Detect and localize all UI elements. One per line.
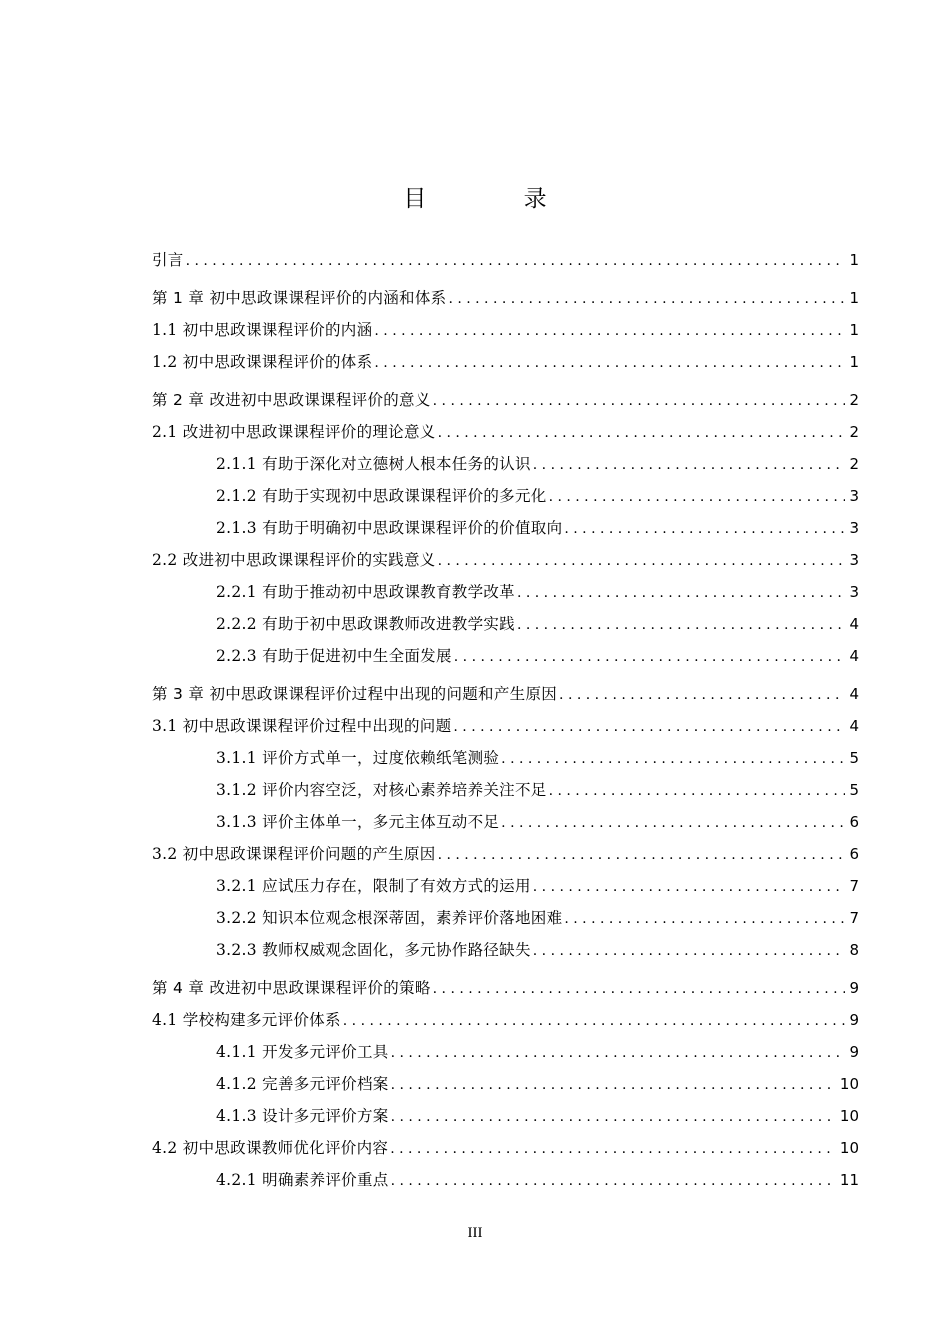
toc-entry-page: 11	[839, 1171, 859, 1189]
toc-entry-page: 4	[849, 685, 859, 703]
toc-entry-page: 7	[849, 877, 859, 895]
dot-leader	[454, 641, 846, 673]
dot-leader	[533, 449, 846, 481]
toc-entry-page: 6	[849, 845, 859, 863]
toc-entry-label: 2.2.2 有助于初中思政课教师改进教学实践	[216, 615, 515, 633]
dot-leader	[448, 283, 845, 315]
toc-entry-page: 3	[849, 551, 859, 569]
toc-entry[interactable]	[152, 870, 859, 902]
toc-entry-label: 2.1.3 有助于明确初中思政课课程评价的价值取向	[216, 519, 563, 537]
toc-entry-label: 第 2 章 改进初中思政课课程评价的意义	[152, 391, 431, 409]
toc-entry[interactable]	[152, 1100, 859, 1132]
toc-title: 目 录	[403, 186, 592, 212]
toc-entry-label: 第 3 章 初中思政课课程评价过程中出现的问题和产生原因	[152, 685, 558, 703]
toc-entry-label: 4.2.1 明确素养评价重点	[216, 1171, 389, 1189]
toc-entry[interactable]	[152, 678, 859, 710]
toc-entry[interactable]	[152, 742, 859, 774]
dot-leader	[438, 545, 846, 577]
toc-entry-page: 9	[849, 1043, 859, 1061]
table-of-contents	[152, 244, 859, 1196]
toc-entry[interactable]	[152, 576, 859, 608]
toc-entry-label: 4.1.2 完善多元评价档案	[216, 1075, 389, 1093]
toc-entry[interactable]	[152, 640, 859, 672]
dot-leader	[433, 385, 846, 417]
toc-entry[interactable]	[152, 1004, 859, 1036]
toc-entry-label: 2.1 改进初中思政课课程评价的理论意义	[152, 423, 436, 441]
toc-entry-page: 9	[849, 979, 859, 997]
dot-leader	[517, 609, 845, 641]
toc-entry-page: 7	[849, 909, 859, 927]
toc-entry-label: 3.2.3 教师权威观念固化，多元协作路径缺失	[216, 941, 531, 959]
toc-entry-page: 9	[849, 1011, 859, 1029]
toc-entry-label: 3.1.2 评价内容空泛，对核心素养培养关注不足	[216, 781, 547, 799]
toc-entry-page: 1	[849, 251, 859, 269]
dot-leader	[564, 513, 845, 545]
toc-entry-label: 2.1.1 有助于深化对立德树人根本任务的认识	[216, 455, 531, 473]
toc-entry[interactable]	[152, 838, 859, 870]
toc-entry-page: 3	[849, 519, 859, 537]
toc-entry-label: 4.1.3 设计多元评价方案	[216, 1107, 389, 1125]
toc-entry-label: 第 1 章 初中思政课课程评价的内涵和体系	[152, 289, 447, 307]
dot-leader	[186, 245, 846, 277]
dot-leader	[374, 315, 845, 347]
toc-entry-page: 2	[849, 423, 859, 441]
toc-entry-page: 4	[849, 647, 859, 665]
toc-entry-label: 3.2.2 知识本位观念根深蒂固，素养评价落地困难	[216, 909, 563, 927]
toc-entry-page: 10	[839, 1075, 859, 1093]
toc-entry-page: 1	[849, 353, 859, 371]
toc-entry-label: 3.2 初中思政课课程评价问题的产生原因	[152, 845, 436, 863]
toc-entry-label: 第 4 章 改进初中思政课课程评价的策略	[152, 979, 431, 997]
dot-leader	[438, 839, 846, 871]
toc-entry-page: 5	[849, 781, 859, 799]
toc-entry-page: 2	[849, 455, 859, 473]
dot-leader	[391, 1037, 846, 1069]
toc-entry[interactable]	[152, 282, 859, 314]
toc-entry-page: 4	[849, 717, 859, 735]
toc-entry-label: 4.1.1 开发多元评价工具	[216, 1043, 389, 1061]
toc-entry[interactable]	[152, 544, 859, 576]
toc-entry-label: 4.1 学校构建多元评价体系	[152, 1011, 341, 1029]
dot-leader	[517, 577, 845, 609]
toc-entry-page: 5	[849, 749, 859, 767]
toc-entry-page: 1	[849, 289, 859, 307]
toc-entry-page: 8	[849, 941, 859, 959]
toc-entry[interactable]	[152, 448, 859, 480]
dot-leader	[501, 807, 845, 839]
toc-entry-page: 6	[849, 813, 859, 831]
toc-entry-page: 3	[849, 487, 859, 505]
dot-leader	[549, 481, 846, 513]
dot-leader	[453, 711, 845, 743]
toc-entry[interactable]	[152, 346, 859, 378]
toc-entry[interactable]	[152, 480, 859, 512]
toc-entry-label: 引言	[152, 251, 184, 269]
dot-leader	[391, 1101, 836, 1133]
dot-leader	[533, 935, 846, 967]
toc-entry-page: 4	[849, 615, 859, 633]
toc-entry[interactable]	[152, 774, 859, 806]
toc-entry[interactable]	[152, 972, 859, 1004]
toc-entry[interactable]	[152, 902, 859, 934]
toc-entry-label: 3.1 初中思政课课程评价过程中出现的问题	[152, 717, 452, 735]
toc-entry[interactable]	[152, 608, 859, 640]
toc-entry[interactable]	[152, 1164, 859, 1196]
toc-entry-label: 2.2.1 有助于推动初中思政课教育教学改革	[216, 583, 515, 601]
dot-leader	[559, 679, 845, 711]
toc-entry[interactable]	[152, 314, 859, 346]
toc-entry-page: 10	[839, 1107, 859, 1125]
toc-entry[interactable]	[152, 416, 859, 448]
toc-entry[interactable]	[152, 806, 859, 838]
toc-entry-label: 1.1 初中思政课课程评价的内涵	[152, 321, 373, 339]
toc-entry-label: 3.1.3 评价主体单一，多元主体互动不足	[216, 813, 500, 831]
toc-entry-label: 3.2.1 应试压力存在，限制了有效方式的运用	[216, 877, 531, 895]
toc-entry-page: 3	[849, 583, 859, 601]
page-number: III	[467, 1225, 483, 1241]
toc-entry-label: 2.1.2 有助于实现初中思政课课程评价的多元化	[216, 487, 547, 505]
toc-entry[interactable]	[152, 1132, 859, 1164]
dot-leader	[533, 871, 846, 903]
toc-entry-page: 1	[849, 321, 859, 339]
toc-entry-label: 2.2.3 有助于促进初中生全面发展	[216, 647, 452, 665]
toc-entry[interactable]	[152, 384, 859, 416]
dot-leader	[391, 1069, 836, 1101]
toc-entry-label: 1.2 初中思政课课程评价的体系	[152, 353, 373, 371]
dot-leader	[564, 903, 845, 935]
toc-entry[interactable]	[152, 1068, 859, 1100]
dot-leader	[343, 1005, 846, 1037]
dot-leader	[374, 347, 845, 379]
toc-entry-label: 3.1.1 评价方式单一，过度依赖纸笔测验	[216, 749, 500, 767]
toc-entry[interactable]	[152, 244, 859, 276]
toc-entry-page: 10	[839, 1139, 859, 1157]
toc-entry[interactable]	[152, 1036, 859, 1068]
toc-entry-page: 2	[849, 391, 859, 409]
dot-leader	[433, 973, 846, 1005]
toc-entry[interactable]	[152, 934, 859, 966]
toc-entry[interactable]	[152, 710, 859, 742]
toc-entry-label: 2.2 改进初中思政课课程评价的实践意义	[152, 551, 436, 569]
toc-entry[interactable]	[152, 512, 859, 544]
dot-leader	[391, 1165, 836, 1197]
toc-entry-label: 4.2 初中思政课教师优化评价内容	[152, 1139, 389, 1157]
dot-leader	[501, 743, 845, 775]
dot-leader	[390, 1133, 836, 1165]
dot-leader	[549, 775, 846, 807]
dot-leader	[438, 417, 846, 449]
